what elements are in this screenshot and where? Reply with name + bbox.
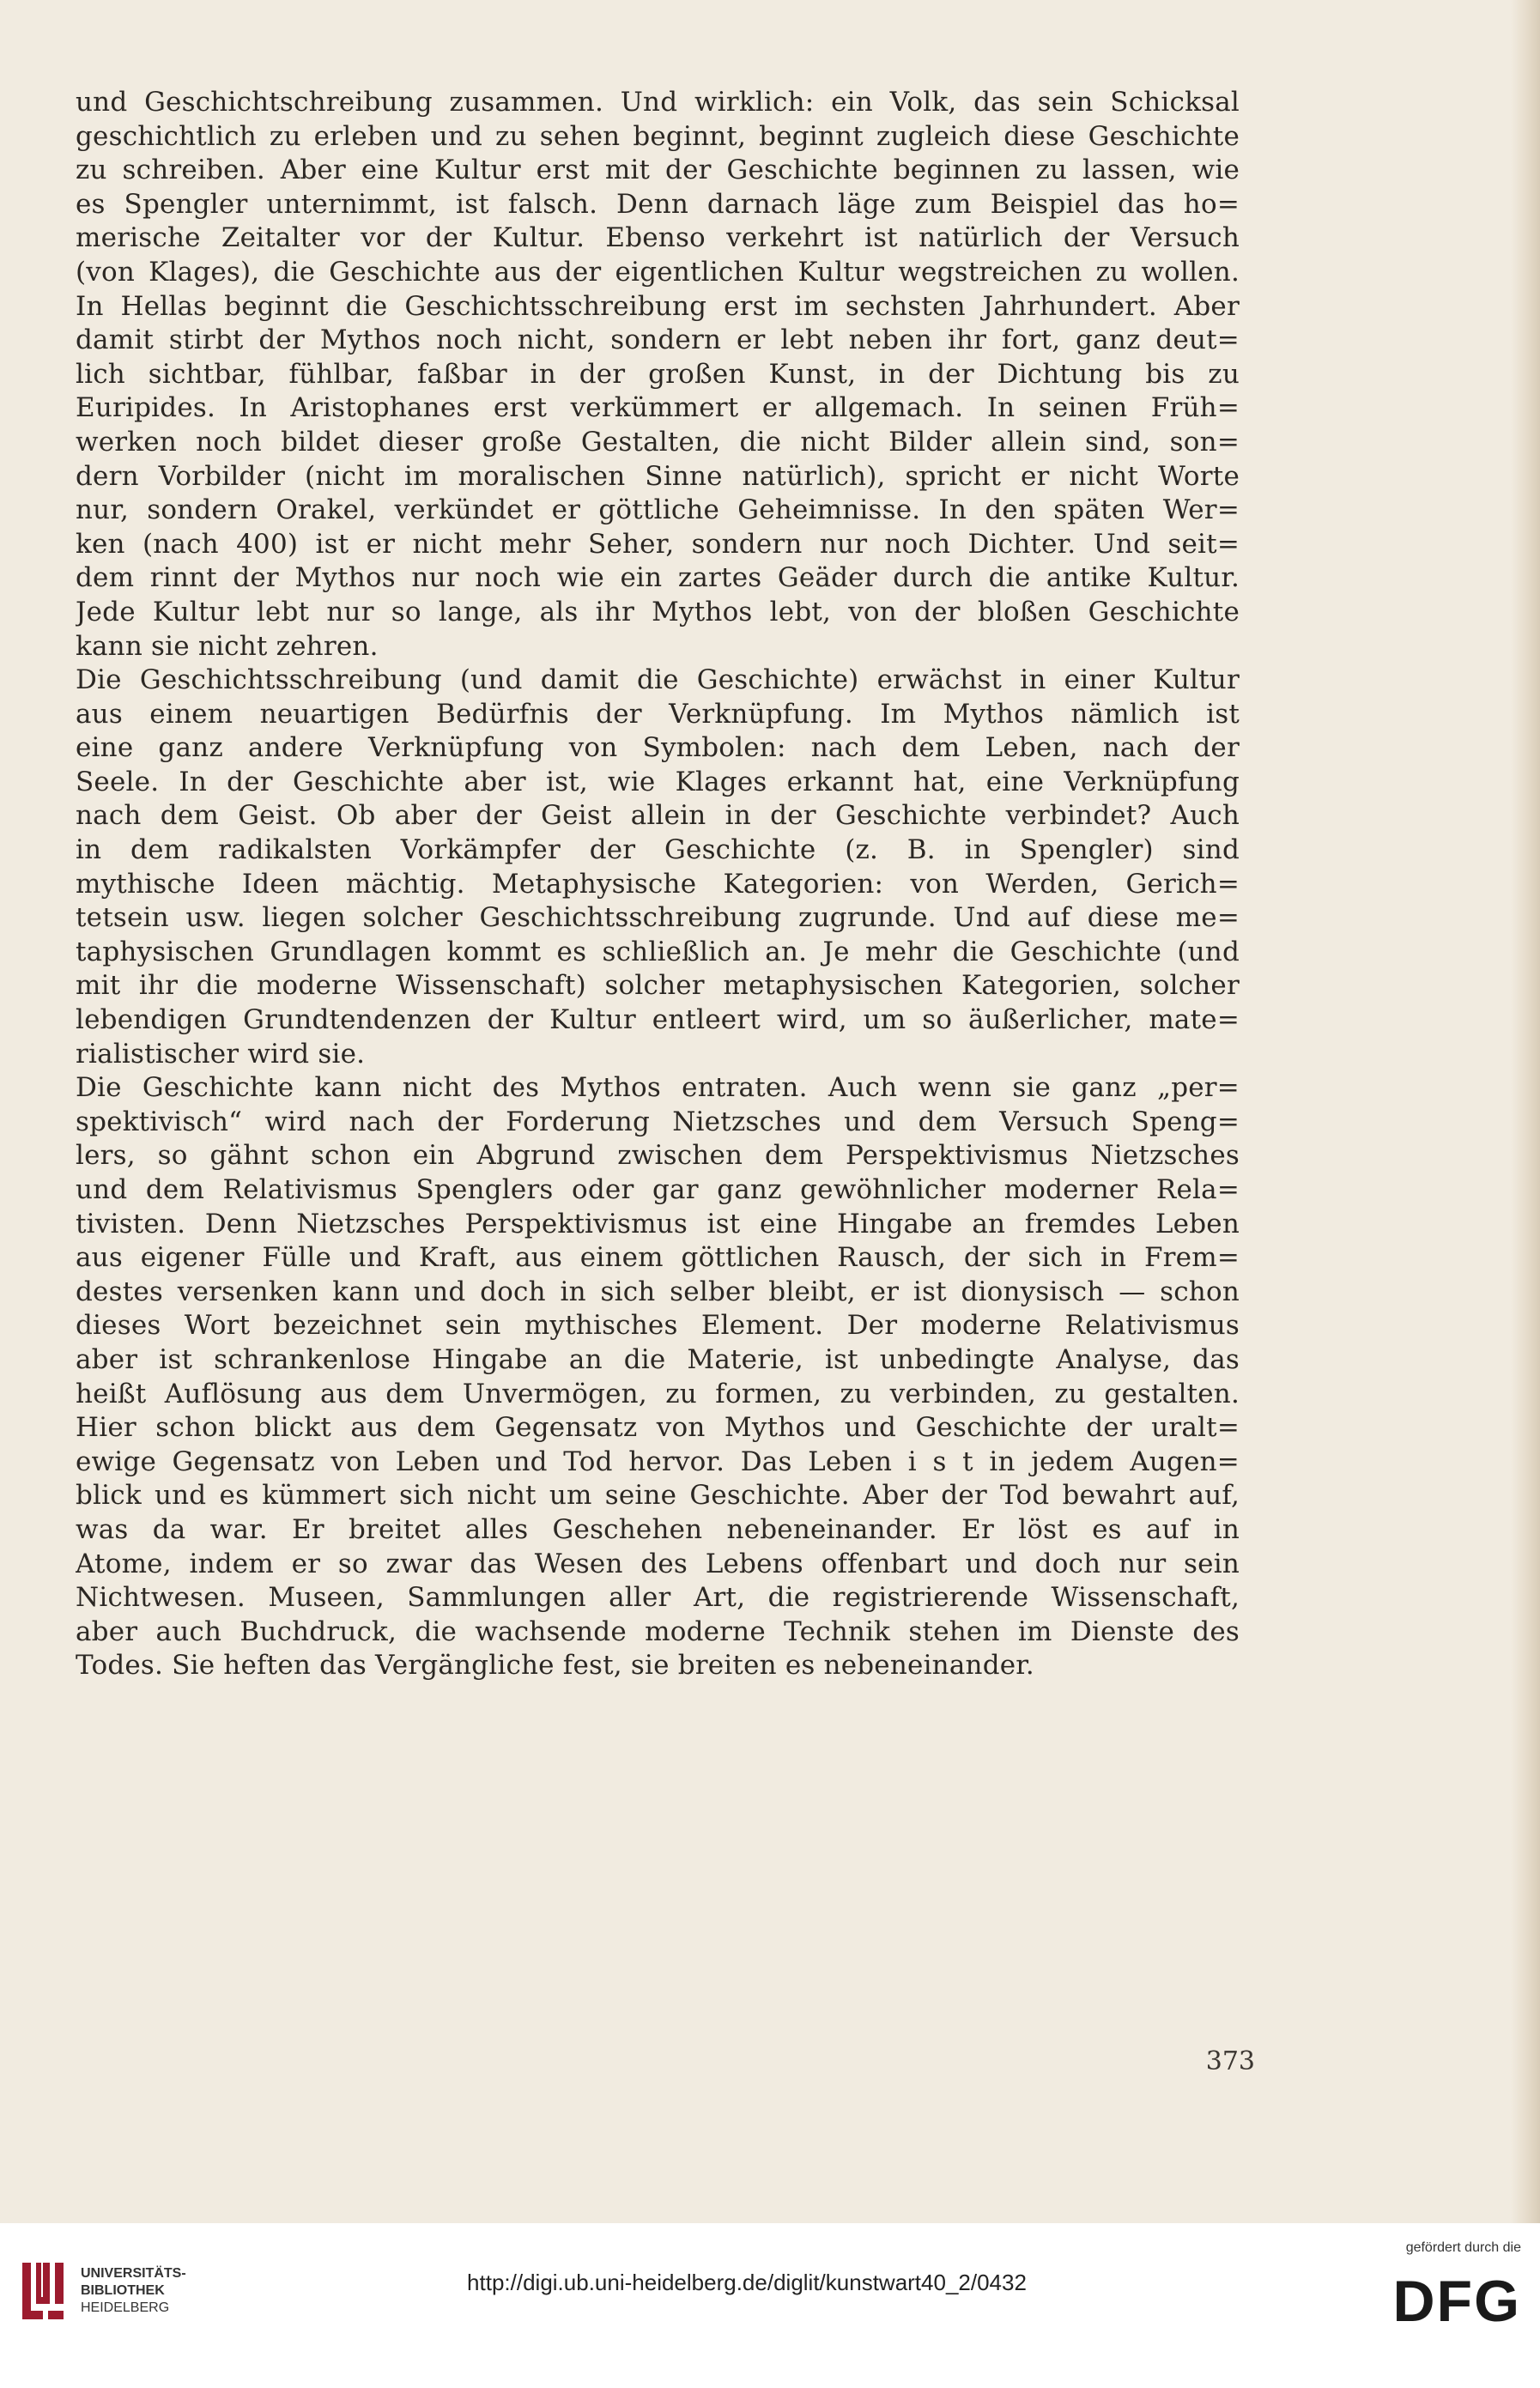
- text-line: Todes. Sie heften das Vergängliche fest, sie breiten es nebeneinander.: [76, 1650, 1034, 1682]
- footer-bar: [0, 2223, 1540, 2388]
- ub-heidelberg-icon: [17, 2259, 69, 2323]
- text-line: merische Zeitalter vor der Kultur. Ebenso verkehrt ist natürlich der Versuch: [76, 222, 1240, 254]
- text-line: Die Geschichtsschreibung (und damit die Geschichte) erwächst in einer Kultur: [76, 664, 1240, 696]
- text-line: Hier schon blickt aus dem Gegensatz von Mythos und Geschichte der uralt=: [76, 1412, 1240, 1444]
- text-line: es Spengler unternimmt, ist falsch. Denn darnach läge zum Beispiel das ho=: [76, 188, 1240, 220]
- text-line: geschichtlich zu erleben und zu sehen beginnt, beginnt zugleich diese Geschichte: [76, 120, 1240, 152]
- text-line: kann sie nicht zehren.: [76, 630, 379, 662]
- text-line: in dem radikalsten Vorkämpfer der Geschichte (z. B. in Spengler) sind: [76, 834, 1240, 866]
- text-line: zu schreiben. Aber eine Kultur erst mit der Geschichte beginnen zu lassen, wie: [76, 155, 1240, 186]
- text-line: aus einem neuartigen Bedürfnis der Verknüpfung. Im Mythos nämlich ist: [76, 698, 1240, 730]
- text-line: Die Geschichte kann nicht des Mythos entraten. Auch wenn sie ganz „per=: [76, 1072, 1240, 1104]
- text-line: aber auch Buchdruck, die wachsende moderne Technik stehen im Dienste des: [76, 1615, 1240, 1647]
- text-line: nach dem Geist. Ob aber der Geist allein in der Geschichte verbindet? Auch: [76, 800, 1240, 832]
- body-text: [76, 86, 1240, 1683]
- text-line: Atome, indem er so zwar das Wesen des Lebens offenbart und doch nur sein: [76, 1548, 1240, 1579]
- text-line: lebendigen Grundtendenzen der Kultur entleert wird, um so äußerlicher, mate=: [76, 1004, 1240, 1036]
- text-line: was da war. Er breitet alles Geschehen nebeneinander. Er löst es auf in: [76, 1513, 1240, 1545]
- library-name-line-1: UNIVERSITÄTS-: [81, 2266, 186, 2281]
- page-number: 373: [1205, 2046, 1255, 2076]
- dfg-logo: DFG: [1392, 2269, 1521, 2334]
- text-line: und dem Relativismus Spenglers oder gar ganz gewöhnlicher moderner Rela=: [76, 1174, 1240, 1205]
- text-line: tetsein usw. liegen solcher Geschichtsschreibung zugrunde. Und auf diese me=: [76, 902, 1240, 934]
- text-line: damit stirbt der Mythos noch nicht, sondern er lebt neben ihr fort, ganz deut=: [76, 324, 1240, 356]
- text-line: In Hellas beginnt die Geschichtsschreibung erst im sechsten Jahrhundert. Aber: [76, 290, 1240, 322]
- text-line: mit ihr die moderne Wissenschaft) solcher metaphysischen Kategorien, solcher: [76, 970, 1240, 1002]
- library-name-line-2: BIBLIOTHEK: [81, 2283, 165, 2298]
- text-line: Seele. In der Geschichte aber ist, wie Klages erkannt hat, eine Verknüpfung: [76, 766, 1240, 797]
- text-line: rialistischer wird sie.: [76, 1038, 366, 1070]
- text-line: Nichtwesen. Museen, Sammlungen aller Art, die registrierende Wissenschaft,: [76, 1582, 1240, 1614]
- text-line: heißt Auflösung aus dem Unvermögen, zu formen, zu verbinden, zu gestalten.: [76, 1378, 1240, 1409]
- text-line: tivisten. Denn Nietzsches Perspektivismus ist eine Hingabe an fremdes Leben: [76, 1208, 1240, 1239]
- text-line: Jede Kultur lebt nur so lange, als ihr Mythos lebt, von der bloßen Geschichte: [76, 596, 1240, 627]
- text-line: ken (nach 400) ist er nicht mehr Seher, sondern nur noch Dichter. Und seit=: [76, 528, 1240, 560]
- text-line: nur, sondern Orakel, verkündet er göttliche Geheimnisse. In den späten Wer=: [76, 494, 1240, 526]
- text-line: taphysischen Grundlagen kommt es schließlich an. Je mehr die Geschichte (und: [76, 936, 1240, 967]
- text-line: spektivisch“ wird nach der Forderung Nietzsches und dem Versuch Speng=: [76, 1106, 1240, 1137]
- library-logo: [17, 2259, 186, 2323]
- text-line: mythische Ideen mächtig. Metaphysische Kategorien: von Werden, Gerich=: [76, 868, 1240, 900]
- text-line: aber ist schrankenlose Hingabe an die Materie, ist unbedingte Analyse, das: [76, 1343, 1240, 1375]
- text-line: blick und es kümmert sich nicht um seine Geschichte. Aber der Tod bewahrt auf,: [76, 1480, 1240, 1512]
- text-line: aus eigener Fülle und Kraft, aus einem göttlichen Rausch, der sich in Frem=: [76, 1242, 1240, 1274]
- text-line: lers, so gähnt schon ein Abgrund zwischen dem Perspektivismus Nietzsches: [76, 1140, 1240, 1172]
- text-line: werken noch bildet dieser große Gestalten, die nicht Bilder allein sind, son=: [76, 426, 1240, 458]
- library-name-line-3: HEIDELBERG: [81, 2300, 170, 2315]
- text-line: lich sichtbar, fühlbar, faßbar in der großen Kunst, in der Dichtung bis zu: [76, 358, 1240, 390]
- text-line: dem rinnt der Mythos nur noch wie ein zartes Geäder durch die antike Kultur.: [76, 562, 1240, 594]
- text-line: destes versenken kann und doch in sich selber bleibt, er ist dionysisch — schon: [76, 1276, 1240, 1307]
- text-line: (von Klages), die Geschichte aus der eigentlichen Kultur wegstreichen zu wollen.: [76, 256, 1240, 288]
- text-line: ewige Gegensatz von Leben und Tod hervor. Das Leben i s t in jedem Augen=: [76, 1446, 1240, 1477]
- funding-caption: gefördert durch die: [1405, 2240, 1521, 2255]
- source-url-link[interactable]: http://digi.ub.uni-heidelberg.de/diglit/kunstwart40_2/0432: [467, 2270, 1027, 2295]
- text-line: dieses Wort bezeichnet sein mythisches Element. Der moderne Relativismus: [76, 1310, 1240, 1342]
- text-line: und Geschichtschreibung zusammen. Und wirklich: ein Volk, das sein Schicksal: [76, 87, 1240, 118]
- text-line: eine ganz andere Verknüpfung von Symbolen: nach dem Leben, nach der: [76, 732, 1240, 764]
- text-line: dern Vorbilder (nicht im moralischen Sinne natürlich), spricht er nicht Worte: [76, 460, 1240, 492]
- text-line: Euripides. In Aristophanes erst verkümmert er allgemach. In seinen Früh=: [76, 392, 1240, 424]
